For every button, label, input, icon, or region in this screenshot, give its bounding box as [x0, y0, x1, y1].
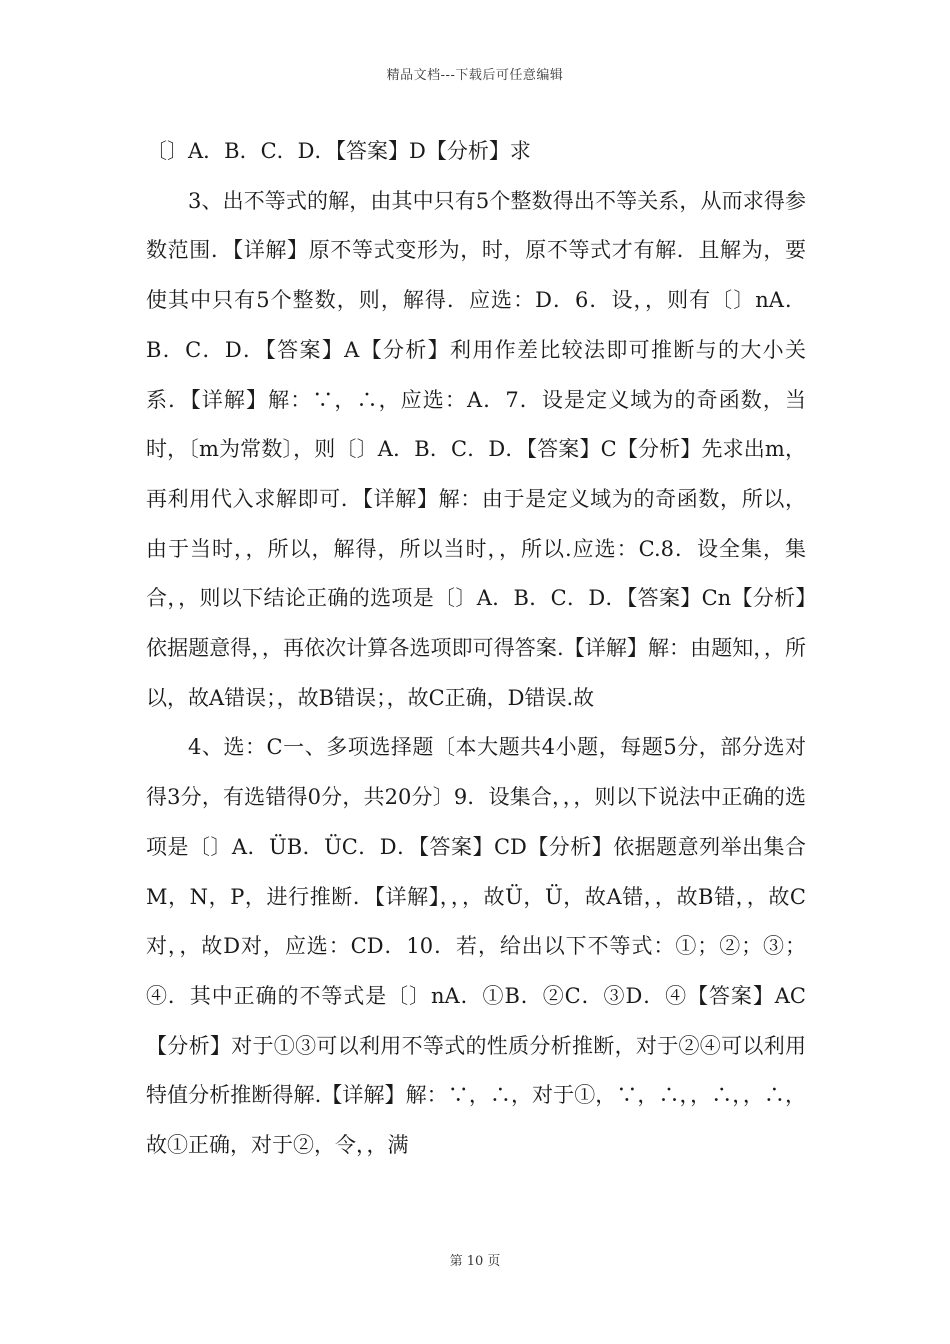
- paragraph-3: 4、选：C一、多项选择题〔本大题共4小题，每题5分，部分选对得3分，有选错得0分，共20分〕9．设集合，，，则以下说法中正确的选项是〔〕A．ÜB．ÜC．D．【答案】CD【分析】依据题意列举出集合M，N，P，进行推断．【详解】，，，故Ü，Ü，故A错，，故B错，，故C对，，故D对，应选：CD．10．若，给出以下不等式：①；②；③；④．其中正确的不等式是〔〕nA．①B．②C．③D．④【答案】AC【分析】对于①③可以利用不等式的性质分析推断，对于②④可以利用特值分析推断得解.【详解】解：∵，∴，对于①，∵，∴，，∴，，∴，故①正确，对于②，令，，满: [146, 735, 806, 1158]
- page-number: 第 10 页: [449, 1254, 501, 1269]
- document-body: [146, 127, 806, 1171]
- paragraph-2: 3、出不等式的解，由其中只有5个整数得出不等关系，从而求得参数范围．【详解】原不等式变形为，时，原不等式才有解．且解为，要使其中只有5个整数，则，解得．应选：D．6．设，，则有〔〕nA．B．C．D．【答案】A【分析】利用作差比较法即可推断与的大小关系．【详解】解：∵，∴，应选：A．7．设是定义域为的奇函数，当时，〔m为常数〕，则〔〕A．B．C．D．【答案】C【分析】先求出m，再利用代入求解即可．【详解】解：由于是定义域为的奇函数，所以，由于当时，，所以，解得，所以当时，，所以.应选：C.8．设全集，集合，，则以下结论正确的选项是〔〕A．B．C．D．【答案】Cn【分析】依据题意得，，再依次计算各选项即可得答案.【详解】解：由题知，，所以，故A错误；，故B错误；，故C正确，D错误.故: [146, 188, 806, 710]
- paragraph-1: 〔〕A．B．C．D．【答案】D【分析】求: [146, 139, 531, 163]
- page-header: 精品文档---下载后可任意编辑: [386, 68, 564, 83]
